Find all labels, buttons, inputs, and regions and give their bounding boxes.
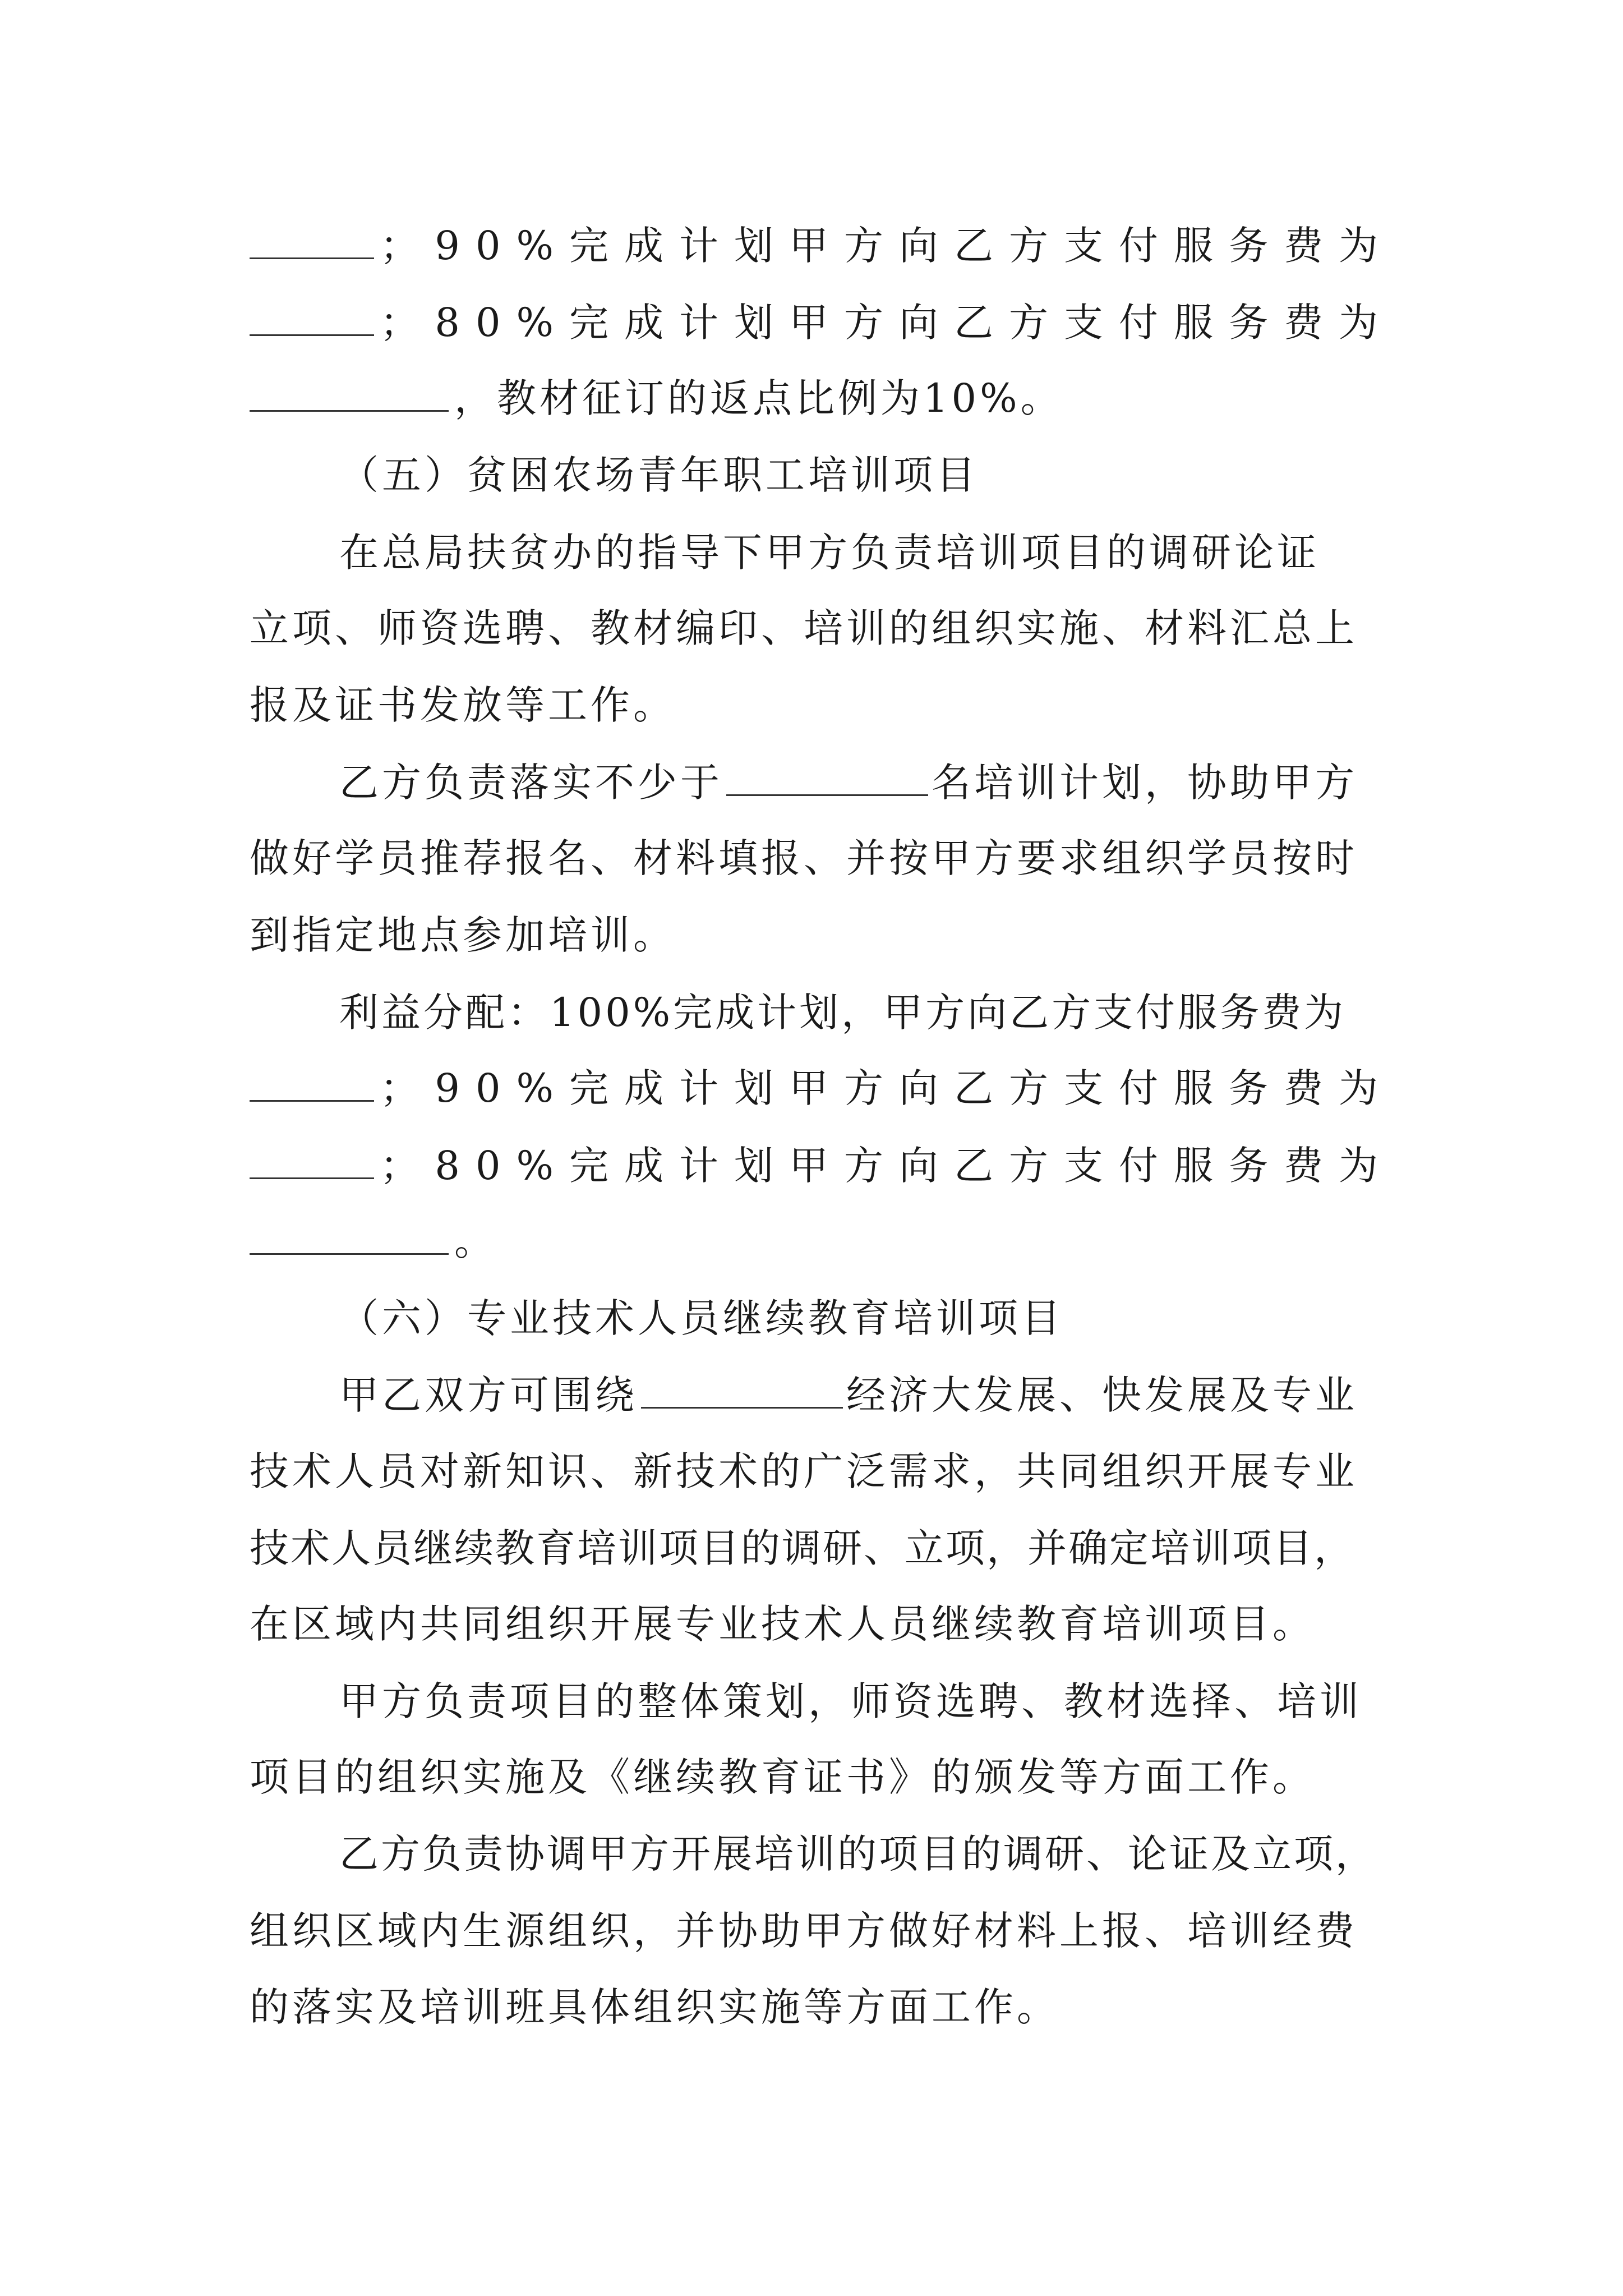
text-line: [250, 1903, 1394, 1959]
line-text: 技术人员对新知识、新技术的广泛需求，共同组织开展专业: [250, 1448, 1358, 1494]
fill-blank: [250, 331, 374, 336]
line-text: 到指定地点参加培训。: [250, 912, 676, 958]
text-line: [250, 218, 1394, 274]
text-line: [339, 754, 1394, 811]
text-line: [250, 1138, 1394, 1194]
text-line: [250, 677, 1394, 733]
text-line: [250, 370, 1394, 426]
text-line: [250, 1060, 1394, 1116]
text-line: [250, 1443, 1394, 1499]
line-text: 名培训计划，协助甲方: [932, 760, 1358, 806]
text-line: [250, 600, 1394, 656]
line-text: ；80%完成计划甲方向乙方支付服务费为: [380, 1143, 1394, 1189]
fill-blank: [250, 254, 374, 259]
line-text: 甲方负责项目的整体策划，师资选聘、教材选择、培训: [339, 1678, 1362, 1724]
line-text: 经济大发展、快发展及专业: [846, 1372, 1358, 1418]
text-line: [250, 295, 1394, 351]
line-text: 乙方负责落实不少于: [339, 760, 723, 806]
line-text: 利益分配：100%完成计划，甲方向乙方支付服务费为: [339, 990, 1347, 1036]
fill-blank: [250, 407, 449, 412]
fill-blank: [250, 1174, 374, 1179]
line-text: 技术人员继续教育培训项目的调研、立项，并确定培训项目，: [250, 1525, 1355, 1571]
line-text: ；80%完成计划甲方向乙方支付服务费为: [380, 300, 1394, 346]
section-heading: [339, 1290, 1394, 1346]
text-line: [339, 1673, 1394, 1729]
text-line: [339, 1826, 1394, 1882]
line-text: 报及证书发放等工作。: [250, 682, 676, 728]
heading-text: （六）专业技术人员继续教育培训项目: [339, 1295, 1064, 1341]
fill-blank: [641, 1373, 843, 1409]
line-text: 乙方负责协调甲方开展培训的项目的调研、论证及立项，: [339, 1831, 1377, 1877]
fill-blank: [726, 761, 928, 796]
text-line: [250, 1596, 1394, 1652]
line-text: ，教材征订的返点比例为10%。: [454, 375, 1063, 421]
line-text: 的落实及培训班具体组织实施等方面工作。: [250, 1984, 1059, 2030]
text-line: [250, 907, 1394, 963]
line-text: 做好学员推荐报名、材料填报、并按甲方要求组织学员按时: [250, 835, 1358, 881]
line-text: 甲乙双方可围绕: [339, 1372, 638, 1418]
text-line: [250, 1213, 1394, 1269]
text-line: [339, 524, 1394, 581]
line-text: 组织区域内生源组织，并协助甲方做好材料上报、培训经费: [250, 1908, 1358, 1954]
fill-blank: [250, 1250, 449, 1255]
heading-text: （五）贫困农场青年职工培训项目: [339, 452, 979, 498]
text-line: [339, 1367, 1394, 1423]
line-text: 在总局扶贫办的指导下甲方负责培训项目的调研论证: [339, 530, 1320, 576]
fill-blank: [250, 1097, 374, 1102]
line-text: ；90%完成计划甲方向乙方支付服务费为: [380, 1065, 1394, 1111]
text-line: [250, 1979, 1394, 2035]
line-text: 项目的组织实施及《继续教育证书》的颁发等方面工作。: [250, 1754, 1315, 1800]
line-text: ；90%完成计划甲方向乙方支付服务费为: [380, 223, 1394, 269]
text-line: [339, 984, 1394, 1041]
text-line: [250, 1520, 1394, 1576]
section-heading: [339, 447, 1394, 503]
text-line: [250, 830, 1394, 886]
line-text: 立项、师资选聘、教材编印、培训的组织实施、材料汇总上: [250, 605, 1358, 651]
line-text: 在区域内共同组织开展专业技术人员继续教育培训项目。: [250, 1601, 1315, 1647]
text-line: [250, 1749, 1394, 1805]
line-text: 。: [454, 1218, 494, 1264]
